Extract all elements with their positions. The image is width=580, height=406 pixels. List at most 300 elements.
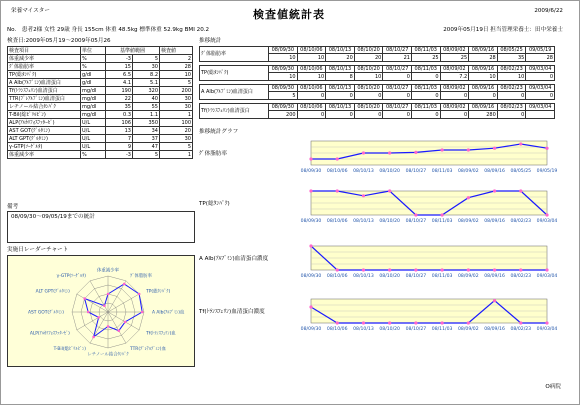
trend-date: 08/09/30 [269, 47, 298, 54]
table-row [8, 95, 193, 103]
data-point [493, 147, 496, 150]
data-point [309, 157, 312, 160]
table-cell: 20 [160, 127, 193, 135]
trend-label: A Alb(ｱﾙﾌﾞﾐﾝ)血清蛋白 [200, 85, 269, 100]
series-line [311, 301, 547, 323]
trend-label: Tf(ﾄﾗﾝｽﾌｪﾘﾝ)血清蛋白 [200, 104, 269, 119]
x-tick-label: 08/09/30 [300, 274, 322, 279]
trend-value: 280 [469, 111, 498, 119]
data-point [467, 321, 470, 324]
x-tick-label: 08/11/03 [431, 219, 453, 224]
table-row [8, 143, 193, 151]
radar-point [138, 293, 141, 296]
table-cell: TP(総ﾀﾝﾊﾟｸ) [8, 71, 81, 79]
x-tick-label: 08/10/20 [379, 274, 400, 279]
trend-date: 09/03/04 [526, 85, 555, 92]
x-tick-label: 08/10/27 [405, 274, 427, 279]
table-cell: AST GOT(ｸﾞﾙﾀﾐﾝ) [8, 127, 81, 135]
table-cell: 320 [133, 87, 160, 95]
data-point [545, 147, 548, 150]
table-cell: 200 [160, 87, 193, 95]
table-cell: レチノール結合ﾀﾝﾊﾟｸ [8, 103, 81, 111]
table-cell: ALP(ｱﾙｶﾘﾌｫｽﾌｧﾀｰｾﾞ) [8, 119, 81, 127]
x-tick-label: 08/09/16 [484, 274, 505, 279]
page-title: 検査値統計表 [253, 8, 325, 21]
radar-point [97, 316, 100, 319]
table-cell: 1 [160, 151, 193, 159]
table-cell: 106 [106, 119, 133, 127]
table-row [8, 79, 193, 87]
table-cell: 5 [133, 151, 160, 159]
report-date: 2009/6/22 [534, 8, 563, 14]
trend-date: 08/10/13 [326, 85, 355, 92]
data-point [545, 268, 548, 271]
radar-axis-label: 体重減少率 [97, 268, 119, 274]
table-cell: ｸﾞ体脂肪率 [8, 63, 81, 71]
trend-value [526, 111, 555, 119]
trend-date-row [200, 66, 555, 73]
table-cell: 15 [106, 63, 133, 71]
trend-value: 0 [411, 92, 440, 100]
trend-date: 09/03/04 [526, 66, 555, 73]
trend-table [199, 46, 555, 119]
radar-axis [108, 294, 139, 312]
manager-info: 2009年05月19日 担当管理栄養士：田中栄養士 [443, 27, 563, 33]
footer-hospital: O病院 [545, 384, 561, 390]
trend-value: 10 [469, 73, 498, 81]
trend-value: 28 [469, 54, 498, 62]
table-header-row [8, 47, 193, 55]
x-tick-label: 08/09/16 [484, 327, 505, 332]
radar-point [83, 297, 86, 300]
patient-info: No. 患者2様 女性 29歳 身長 155cm 体重 48.5kg 標準体重 52.9kg BMI 20.2 [7, 27, 210, 33]
trend-date: 08/09/16 [469, 85, 498, 92]
table-cell: 47 [133, 143, 160, 151]
trend-date: 08/11/03 [411, 85, 440, 92]
data-point [519, 321, 522, 324]
table-cell: U/L [81, 127, 106, 135]
table-cell: 34 [133, 127, 160, 135]
trend-date: 08/10/06 [297, 66, 326, 73]
x-tick-label: 08/10/06 [326, 274, 348, 279]
trend-date: 08/10/20 [354, 47, 383, 54]
table-cell: 5 [160, 79, 193, 87]
trend-date: 08/11/03 [411, 66, 440, 73]
x-tick-label: 08/02/23 [510, 327, 532, 332]
radar-point [124, 321, 127, 324]
table-cell: 350 [133, 119, 160, 127]
trend-value: 28 [526, 54, 555, 62]
trend-date: 08/05/25 [497, 47, 526, 54]
trend-value: 0 [297, 111, 326, 119]
table-cell: 2 [160, 55, 193, 63]
data-point [362, 321, 365, 324]
data-point [441, 268, 444, 271]
table-row [8, 127, 193, 135]
table-cell: -3 [106, 151, 133, 159]
table-cell: U/L [81, 119, 106, 127]
table-row [8, 111, 193, 119]
data-point [545, 321, 548, 324]
x-tick-label: 08/10/27 [405, 327, 427, 332]
trend-value: 21 [383, 54, 412, 62]
data-point [414, 321, 417, 324]
x-tick-label: 08/09/30 [300, 169, 322, 174]
radar-axis-label: ALT GPT(ｸﾞﾙﾀﾐﾝ) [35, 289, 70, 295]
trend-date: 08/09/30 [269, 85, 298, 92]
table-cell: 8.2 [133, 71, 160, 79]
trend-value: 0 [297, 92, 326, 100]
radar-point [92, 336, 95, 339]
trend-date-row [200, 104, 555, 111]
notes-label: 備考 [7, 204, 19, 210]
data-point [362, 194, 365, 197]
data-point [414, 268, 417, 271]
trend-date: 08/09/30 [269, 104, 298, 111]
series-line [311, 246, 547, 270]
table-cell: mg/dl [81, 103, 106, 111]
data-point [388, 268, 391, 271]
data-point [336, 157, 339, 160]
trend-value: 0 [411, 111, 440, 119]
trend-date: 08/10/27 [383, 85, 412, 92]
trend-date: 08/11/03 [411, 104, 440, 111]
x-tick-label: 09/03/04 [536, 274, 558, 279]
table-cell: -3 [106, 55, 133, 63]
chart-plot-area [311, 191, 547, 215]
radar-point [107, 293, 110, 296]
table-cell: g/dl [81, 71, 106, 79]
x-tick-label: 08/10/06 [326, 327, 348, 332]
trend-date: 08/10/27 [383, 66, 412, 73]
table-cell: 10 [160, 71, 193, 79]
table-cell: 37 [133, 135, 160, 143]
table-cell: 7 [106, 135, 133, 143]
series-line [311, 144, 547, 159]
table-cell: 4.1 [106, 79, 133, 87]
table-row [8, 63, 193, 71]
table-row [8, 119, 193, 127]
trend-value: 200 [269, 111, 298, 119]
data-point [519, 189, 522, 192]
trend-value: 35 [497, 54, 526, 62]
trend-value: 10 [297, 54, 326, 62]
chart-plot-area [311, 141, 547, 165]
table-cell: 5 [160, 143, 193, 151]
radar-axis-label: TP(総ﾀﾝﾊﾟｸ) [146, 289, 171, 295]
column-header: 基準値範囲 [106, 47, 160, 55]
trend-value: 0 [383, 73, 412, 81]
trend-value: 0 [469, 92, 498, 100]
data-point [493, 299, 496, 302]
table-cell: 100 [160, 119, 193, 127]
trend-value: 0 [411, 73, 440, 81]
data-point [388, 321, 391, 324]
data-point [414, 213, 417, 216]
x-tick-label: 08/10/13 [353, 274, 374, 279]
trend-value: 5 [269, 92, 298, 100]
trend-date: 08/10/27 [383, 47, 412, 54]
trend-date: 08/10/06 [297, 104, 326, 111]
trend-value: 0 [326, 92, 355, 100]
trend-date: 09/03/04 [526, 104, 555, 111]
radar-chart [8, 256, 194, 366]
radar-axis-label: ｸﾞ体脂肪率 [130, 274, 152, 280]
data-point [467, 268, 470, 271]
x-tick-label: 08/09/02 [458, 274, 479, 279]
x-tick-label: 08/10/13 [353, 219, 374, 224]
trend-date: 08/09/02 [440, 66, 469, 73]
x-tick-label: 08/09/02 [458, 169, 479, 174]
trend-date-row [200, 85, 555, 92]
data-point [441, 148, 444, 151]
trend-value: 0 [526, 92, 555, 100]
x-tick-label: 08/10/06 [326, 169, 348, 174]
trend-date: 08/10/06 [297, 47, 326, 54]
trend-value: 20 [354, 54, 383, 62]
data-point [336, 189, 339, 192]
table-cell: 5 [133, 55, 160, 63]
radar-point [107, 325, 110, 328]
radar-axis-label: T-Bil(総ﾋﾞﾘﾙﾋﾞﾝ) [53, 346, 86, 352]
trend-value: 0 [354, 92, 383, 100]
x-tick-label: 08/02/23 [510, 219, 532, 224]
x-tick-label: 09/03/04 [536, 327, 558, 332]
table-cell: 体重減少率 [8, 55, 81, 63]
trend-date: 08/09/16 [469, 66, 498, 73]
table-cell: TTR(ﾌﾟﾚｱﾙﾌﾞﾐﾝ)血清蛋白 [8, 95, 81, 103]
x-tick-label: 09/03/04 [536, 219, 558, 224]
trend-value: 0 [326, 111, 355, 119]
table-row [8, 151, 193, 159]
data-point [309, 189, 312, 192]
data-point [309, 305, 312, 308]
trend-date: 08/09/02 [440, 85, 469, 92]
data-point [467, 196, 470, 199]
x-tick-label: 08/10/06 [326, 219, 348, 224]
radar-axis-label: Tf(ﾄﾗﾝｽﾌｪﾘﾝ)血 [146, 331, 176, 337]
radar-point [87, 311, 90, 314]
table-row [8, 55, 193, 63]
trend-date: 08/10/20 [354, 85, 383, 92]
radar-point [141, 311, 144, 314]
radar-point [103, 304, 106, 307]
radar-axis-label: ALP(ｱﾙｶﾘﾌｫｽﾌｧﾀｰｾﾞ) [29, 331, 70, 337]
chart-plot-area [311, 246, 547, 270]
trend-value: 0 [383, 92, 412, 100]
trend-date: 09/05/19 [526, 47, 555, 54]
x-tick-label: 08/11/03 [431, 327, 453, 332]
trend-value: 0 [354, 111, 383, 119]
table-cell: 0.3 [106, 111, 133, 119]
app-name: 栄養マイスター [11, 8, 50, 14]
x-tick-label: 08/05/25 [510, 169, 532, 174]
x-tick-label: 08/10/13 [353, 327, 374, 332]
trend-date: 08/10/06 [297, 85, 326, 92]
x-tick-label: 08/10/20 [379, 327, 400, 332]
trend-date: 08/09/02 [440, 104, 469, 111]
radar-panel [7, 255, 195, 367]
trend-date: 08/09/16 [469, 104, 498, 111]
radar-series [85, 284, 143, 337]
radar-axis-label: TTR(ﾌﾟﾚｱﾙﾌﾞﾐﾝ)血 [130, 346, 166, 352]
table-cell: Tf(ﾄﾗﾝｽﾌｪﾘﾝ)血清蛋白 [8, 87, 81, 95]
radar-point [118, 329, 121, 332]
table-cell: 体重減少率 [8, 151, 81, 159]
radar-title: 実施日レーダーチャート [7, 247, 69, 253]
x-tick-label: 08/09/02 [458, 219, 479, 224]
trend-value: 8 [326, 73, 355, 81]
table-row [8, 71, 193, 79]
data-point [441, 213, 444, 216]
table-cell: 55 [133, 103, 160, 111]
table-cell: 35 [106, 103, 133, 111]
lab-results-table [7, 46, 193, 159]
table-cell: % [81, 63, 106, 71]
table-row [8, 135, 193, 143]
trend-date: 08/10/20 [354, 66, 383, 73]
table-cell: A Alb(ｱﾙﾌﾞﾐﾝ)血清蛋白 [8, 79, 81, 87]
data-point [362, 151, 365, 154]
data-point [309, 244, 312, 247]
x-tick-label: 08/10/13 [353, 169, 374, 174]
table-cell: 30 [160, 103, 193, 111]
table-cell: % [81, 151, 106, 159]
trend-value: 0 [440, 92, 469, 100]
trend-value: 10 [297, 73, 326, 81]
column-header: 検査項目 [8, 47, 81, 55]
x-tick-label: 08/02/23 [510, 274, 532, 279]
trend-value: 10 [354, 73, 383, 81]
table-cell: ALT GPT(ｸﾞﾙﾀﾐﾝ) [8, 135, 81, 143]
table-cell: 13 [106, 127, 133, 135]
data-point [336, 268, 339, 271]
table-cell: T-Bil(総ﾋﾞﾘﾙﾋﾞﾝ) [8, 111, 81, 119]
trend-value: 10 [269, 73, 298, 81]
series-line [311, 191, 547, 215]
data-point [519, 142, 522, 145]
trend-date: 08/10/13 [326, 66, 355, 73]
notes-text: 08/09/30～09/05/19までの統計 [11, 214, 95, 220]
table-cell: 190 [106, 87, 133, 95]
data-point [388, 189, 391, 192]
trend-date: 08/11/03 [411, 47, 440, 54]
radar-axis [90, 281, 108, 312]
chart-series-label: A Alb(ｱﾙﾌﾞﾐﾝ)血清蛋白濃度 [199, 256, 269, 262]
trend-date: 08/10/13 [326, 47, 355, 54]
trend-label: ｸﾞ体脂肪率 [200, 47, 269, 62]
data-point [414, 151, 417, 154]
trend-value: 7.2 [440, 73, 469, 81]
x-tick-label: 08/09/02 [458, 327, 479, 332]
table-cell: γ-GTP(ｿｰｹﾞﾙﾀ) [8, 143, 81, 151]
radar-axis [77, 294, 108, 312]
trend-value: 0 [383, 111, 412, 119]
trend-section-title: 推移統計 [199, 38, 222, 44]
table-cell: 30 [160, 135, 193, 143]
table-cell: mg/dl [81, 111, 106, 119]
table-cell: mg/dl [81, 95, 106, 103]
trend-date: 08/10/13 [326, 104, 355, 111]
trend-date: 08/09/30 [269, 66, 298, 73]
trend-date: 08/02/23 [497, 85, 526, 92]
column-header: 検査値 [160, 47, 193, 55]
trend-date: 08/10/27 [383, 104, 412, 111]
radar-axis [108, 312, 139, 330]
table-cell: 9 [106, 143, 133, 151]
data-point [493, 268, 496, 271]
trend-value: 0 [526, 73, 555, 81]
x-tick-label: 08/10/20 [379, 219, 400, 224]
chart-series-label: TP(総ﾀﾝﾊﾟｸ) [199, 201, 230, 207]
table-cell: 22 [106, 95, 133, 103]
trend-value: 20 [326, 54, 355, 62]
table-cell: % [81, 55, 106, 63]
x-tick-label: 08/10/20 [379, 169, 400, 174]
chart-series-label: ｸﾞ体脂肪率 [199, 151, 227, 157]
trend-value: 25 [440, 54, 469, 62]
exam-period: 検査日:2009年05月19～2009年05月26 [7, 38, 111, 44]
trend-date: 08/02/23 [497, 66, 526, 73]
x-tick-label: 08/09/16 [484, 169, 505, 174]
table-cell: 30 [160, 95, 193, 103]
table-cell: 1.1 [133, 111, 160, 119]
trend-label: TP(総ﾀﾝﾊﾟｸ) [200, 66, 269, 81]
data-point [362, 268, 365, 271]
radar-point [123, 283, 126, 286]
trend-date: 08/09/16 [469, 47, 498, 54]
table-cell: 30 [133, 63, 160, 71]
column-header: 単位 [81, 47, 106, 55]
data-point [441, 321, 444, 324]
trend-date: 08/02/23 [497, 104, 526, 111]
trend-value: 25 [411, 54, 440, 62]
x-tick-label: 08/10/27 [405, 219, 427, 224]
notes-box [7, 211, 195, 243]
table-cell: U/L [81, 135, 106, 143]
trend-value: 0 [497, 111, 526, 119]
x-tick-label: 08/09/16 [484, 219, 505, 224]
trend-value: 0 [440, 111, 469, 119]
table-cell: 40 [133, 95, 160, 103]
trend-date-row [200, 47, 555, 54]
data-point [388, 151, 391, 154]
trend-date: 08/09/02 [440, 47, 469, 54]
data-point [493, 189, 496, 192]
x-tick-label: 08/09/30 [300, 327, 322, 332]
radar-axis-label: レチノール結合ﾀﾝﾊﾟｸ [87, 352, 129, 358]
radar-axis-label: AST GOT(ｸﾞﾙﾀﾐﾝ) [27, 310, 64, 316]
data-point [467, 148, 470, 151]
data-point [336, 321, 339, 324]
table-row [8, 87, 193, 95]
table-cell: 1 [160, 111, 193, 119]
x-tick-label: 08/11/03 [431, 169, 453, 174]
graph-section-title: 推移統計グラフ [199, 129, 239, 135]
table-cell: 28 [160, 63, 193, 71]
radar-axis-label: γ-GTP(ｿｰｹﾞﾙﾀ) [56, 274, 86, 280]
trend-value: 0 [497, 92, 526, 100]
trend-value: 10 [269, 54, 298, 62]
radar-axis-label: A Alb(ｱﾙﾌﾞﾐﾝ)血 [152, 310, 185, 316]
chart-series-label: Tf(ﾄﾗﾝｽﾌｪﾘﾝ)血清蛋白濃度 [199, 309, 265, 315]
x-tick-label: 08/10/27 [405, 169, 427, 174]
x-tick-label: 08/11/03 [431, 274, 453, 279]
data-point [519, 268, 522, 271]
chart-plot-area [311, 299, 547, 323]
x-tick-label: 09/05/19 [536, 169, 558, 174]
trend-value: 10 [497, 73, 526, 81]
